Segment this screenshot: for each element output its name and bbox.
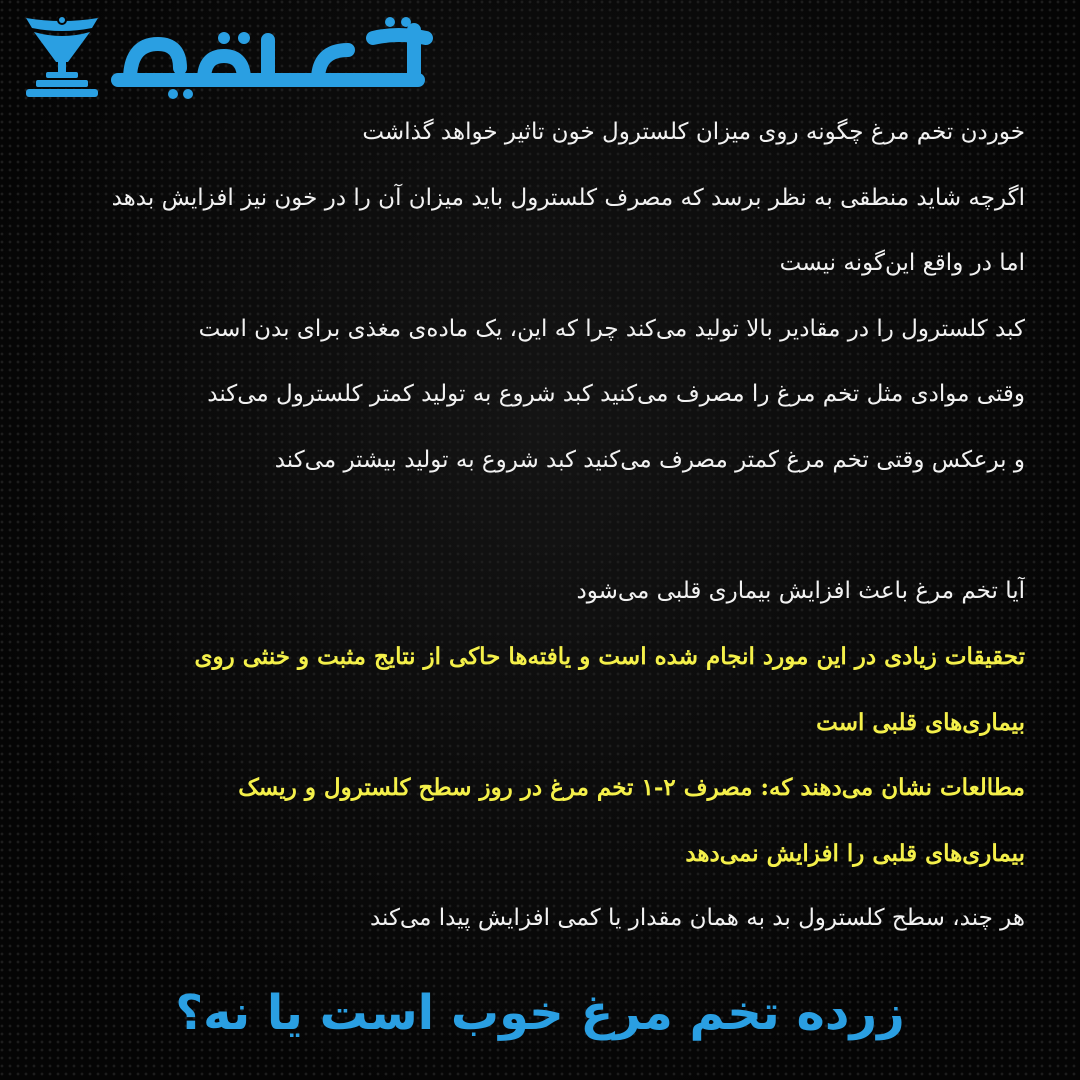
highlighted-text-line: بیماری‌های قلبی را افزایش نمی‌دهد — [685, 839, 1025, 867]
brand-wordmark — [118, 30, 426, 80]
text-line: آیا تخم مرغ باعث افزایش بیماری قلبی می‌شود — [576, 577, 1025, 604]
highlighted-text-line: مطالعات نشان می‌دهند که: مصرف ۲-۱ تخم مرغ در روز سطح کلسترول و ریسک — [238, 774, 1025, 801]
text-line: هر چند، سطح کلسترول بد به همان مقدار یا کمی افزایش پیدا می‌کند — [369, 905, 1025, 931]
text-line: کبد کلسترول را در مقادیر بالا تولید می‌کند چرا که این، یک ماده‌ی مغذی برای بدن است — [198, 315, 1025, 342]
text-line: خوردن تخم مرغ چگونه روی میزان کلسترول خون تاثیر خواهد گذاشت — [362, 119, 1025, 145]
highlighted-text-line: تحقیقات زیادی در این مورد انجام شده است و یافته‌ها حاکی از نتایج مثبت و خنثی روی — [194, 643, 1025, 670]
text-line: اگرچه شاید منطقی به نظر برسد که مصرف کلسترول باید میزان آن را در خون نیز افزایش بدهد — [111, 184, 1025, 211]
text-line: و برعکس وقتی تخم مرغ کمتر مصرف می‌کنید کبد شروع به تولید بیشتر می‌کند — [274, 446, 1025, 473]
footer-title: زرده تخم مرغ خوب است یا نه؟ — [175, 985, 905, 1041]
article-body — [40, 100, 1025, 952]
text-line: وقتی موادی مثل تخم مرغ را مصرف می‌کنید کبد شروع به تولید کمتر کلسترول می‌کند — [207, 381, 1025, 407]
highlighted-text-line: بیماری‌های قلبی است — [816, 708, 1025, 736]
brand-logo — [18, 10, 443, 100]
text-line: اما در واقع این‌گونه نیست — [779, 250, 1025, 276]
trophy-icon — [26, 15, 98, 97]
spacer-line — [40, 493, 1025, 559]
brand-logo-graphic — [18, 10, 443, 100]
